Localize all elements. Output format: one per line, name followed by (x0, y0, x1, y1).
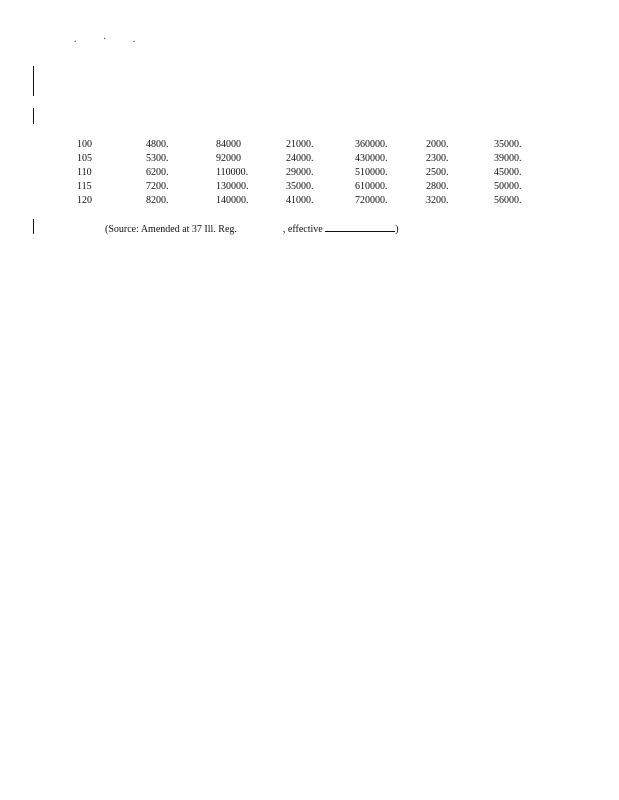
table-cell: 2000. (426, 139, 449, 150)
table-cell: 5300. (146, 153, 169, 164)
table-cell: 510000. (355, 167, 388, 178)
data-table (0, 138, 619, 208)
table-row (0, 194, 619, 208)
table-cell: 92000 (216, 153, 241, 164)
table-cell: 130000. (216, 181, 249, 192)
table-cell: 41000. (286, 195, 314, 206)
table-cell: 45000. (494, 167, 522, 178)
table-cell: 430000. (355, 153, 388, 164)
table-cell: 84000 (216, 139, 241, 150)
table-cell: 720000. (355, 195, 388, 206)
table-cell: 2800. (426, 181, 449, 192)
source-note (105, 222, 399, 235)
source-middle: , effective (282, 224, 323, 235)
source-prefix: (Source: Amended at 37 Ill. Reg. (105, 224, 237, 235)
table-cell: 50000. (494, 181, 522, 192)
change-bar (33, 219, 34, 234)
table-cell: 29000. (286, 167, 314, 178)
table-cell: 24000. (286, 153, 314, 164)
source-suffix: ) (395, 224, 399, 235)
table-cell: 35000. (494, 139, 522, 150)
table-cell: 110 (77, 167, 92, 178)
table-cell: 6200. (146, 167, 169, 178)
table-row (0, 138, 619, 152)
table-row (0, 166, 619, 180)
table-cell: 115 (77, 181, 92, 192)
table-cell: 39000. (494, 153, 522, 164)
table-cell: 610000. (355, 181, 388, 192)
table-cell: 140000. (216, 195, 249, 206)
table-cell: 360000. (355, 139, 388, 150)
table-cell: 3200. (426, 195, 449, 206)
table-cell: 56000. (494, 195, 522, 206)
table-cell: 120 (77, 195, 92, 206)
table-cell: 2500. (426, 167, 449, 178)
table-cell: 35000. (286, 181, 314, 192)
table-cell: 7200. (146, 181, 169, 192)
table-cell: 2300. (426, 153, 449, 164)
table-cell: 8200. (146, 195, 169, 206)
header-mark: . · . (74, 34, 148, 45)
change-bar (33, 66, 34, 96)
table-cell: 100 (77, 139, 92, 150)
table-cell: 21000. (286, 139, 314, 150)
effective-date-blank (325, 222, 395, 232)
table-row (0, 180, 619, 194)
change-bar (33, 108, 34, 124)
table-row (0, 152, 619, 166)
table-cell: 110000. (216, 167, 249, 178)
table-cell: 4800. (146, 139, 169, 150)
table-cell: 105 (77, 153, 92, 164)
